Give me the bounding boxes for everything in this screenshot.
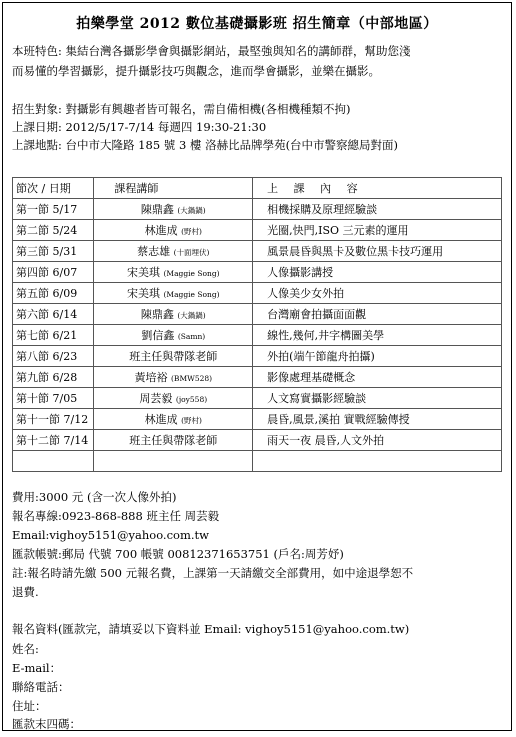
- session-cell: 第七節 6/21: [13, 325, 94, 346]
- teacher-cell: [94, 199, 253, 220]
- note-line-2: 退費.: [12, 585, 39, 599]
- content-cell: 光圈,快門,ISO 三元素的運用: [253, 220, 502, 241]
- teacher-cell: [94, 388, 253, 409]
- teacher-name: 班主任與帶隊老師: [129, 350, 218, 363]
- content-cell: 線性,幾何,井字構圖美學: [253, 325, 502, 346]
- teacher-cell: [94, 304, 253, 325]
- table-row: [13, 262, 502, 283]
- teacher-cell: [94, 262, 253, 283]
- teacher-alias: (野村): [181, 227, 202, 236]
- table-row: [13, 304, 502, 325]
- class-venue: 上課地點: 台中市大隆路 185 號 3 樓 洛赫比品牌學苑(台中市警察總局對面): [12, 138, 399, 152]
- teacher-cell: [94, 451, 253, 472]
- session-cell: 第八節 6/23: [13, 346, 94, 367]
- teacher-cell: [94, 325, 253, 346]
- session-cell: 第三節 5/31: [13, 241, 94, 262]
- header-content: 上 課 內 容: [253, 178, 502, 199]
- teacher-alias: (joy558): [175, 395, 208, 404]
- intro-line-1: 本班特色: 集結台灣各攝影學會與攝影網站，最堅強與知名的講師群，幫助您淺: [12, 44, 411, 58]
- field-name-label: 姓名:: [12, 642, 39, 656]
- table-row: [13, 241, 502, 262]
- field-phone-label: 聯絡電話：: [12, 680, 70, 694]
- class-dates: 上課日期: 2012/5/17-7/14 每週四 19:30-21:30: [12, 120, 267, 134]
- teacher-name: 林進成: [144, 413, 178, 426]
- content-cell: 相機採購及原理經驗談: [253, 199, 502, 220]
- note-line-1: 註:報名時請先繳 500 元報名費，上課第一天請繳交全部費用，如中途退學恕不: [12, 566, 414, 580]
- teacher-alias: (Maggie Song): [163, 290, 220, 299]
- content-cell: 影像處理基礎概念: [253, 367, 502, 388]
- teacher-name: 陳鼎鑫: [140, 308, 174, 321]
- teacher-alias: (Maggie Song): [163, 269, 220, 278]
- content-cell: 人文寫實攝影經驗談: [253, 388, 502, 409]
- teacher-alias: (十面埋伏): [173, 248, 210, 257]
- session-cell: 第九節 6/28: [13, 367, 94, 388]
- bank-account: 匯款帳號:郵局 代號 700 帳號 00812371653751 (戶名:周芳妤): [12, 547, 344, 561]
- table-row: [13, 388, 502, 409]
- content-cell: [253, 451, 502, 472]
- content-cell: 風景晨昏與黑卡及數位黑卡技巧運用: [253, 241, 502, 262]
- table-row: [13, 409, 502, 430]
- teacher-cell: [94, 241, 253, 262]
- session-cell: 第十節 7/05: [13, 388, 94, 409]
- session-cell: 第四節 6/07: [13, 262, 94, 283]
- content-cell: 晨昏,風景,溪拍 實戰經驗傳授: [253, 409, 502, 430]
- table-row: [13, 346, 502, 367]
- contact-phone: 報名專線:0923-868-888 班主任 周芸毅: [12, 509, 220, 523]
- teacher-alias: (Samn): [177, 332, 206, 341]
- content-cell: 人像攝影講授: [253, 262, 502, 283]
- teacher-alias: (大鍋鍋): [177, 206, 206, 215]
- content-cell: 雨天一夜 晨昏,人文外拍: [253, 430, 502, 451]
- session-cell: 第六節 6/14: [13, 304, 94, 325]
- intro-line-2: 而易懂的學習攝影，提升攝影技巧與觀念，進而學會攝影，並樂在攝影。: [12, 64, 380, 78]
- registration-title: 報名資料(匯款完，請填妥以下資料並 Email: vighoy5151@yahoo.com.tw): [12, 622, 410, 636]
- teacher-cell: [94, 220, 253, 241]
- session-cell: 第二節 5/24: [13, 220, 94, 241]
- table-row: [13, 283, 502, 304]
- teacher-name: 班主任與帶隊老師: [129, 434, 218, 447]
- session-cell: 第一節 5/17: [13, 199, 94, 220]
- table-row: [13, 367, 502, 388]
- session-cell: [13, 451, 94, 472]
- recruit-target: 招生對象: 對攝影有興趣者皆可報名，需自備相機(各相機種類不拘): [12, 102, 351, 116]
- document-page: [2, 2, 512, 731]
- schedule-table: [12, 177, 502, 472]
- session-cell: 第十二節 7/14: [13, 430, 94, 451]
- teacher-alias: (BMW528): [171, 374, 213, 383]
- table-row: [13, 325, 502, 346]
- field-email-label: E-mail：: [12, 661, 62, 675]
- header-session: 節次 / 日期: [13, 178, 94, 199]
- table-row: [13, 199, 502, 220]
- teacher-name: 林進成: [144, 224, 178, 237]
- teacher-alias: (大鍋鍋): [177, 311, 206, 320]
- session-cell: 第十一節 7/12: [13, 409, 94, 430]
- teacher-alias: (野村): [181, 416, 202, 425]
- field-address-label: 住址：: [12, 699, 47, 713]
- teacher-name: 劉信鑫: [141, 329, 175, 342]
- contact-email: Email:vighoy5151@yahoo.com.tw: [12, 528, 209, 542]
- session-cell: 第五節 6/09: [13, 283, 94, 304]
- content-cell: 人像美少女外拍: [253, 283, 502, 304]
- table-row: [13, 220, 502, 241]
- page-title: 拍樂學堂 2012 數位基礎攝影班 招生簡章（中部地區）: [76, 16, 438, 32]
- teacher-name: 宋美琪: [126, 266, 160, 279]
- content-cell: 台灣廟會拍攝面面觀: [253, 304, 502, 325]
- teacher-cell: [94, 367, 253, 388]
- teacher-cell: [94, 346, 253, 367]
- teacher-cell: [94, 283, 253, 304]
- content-cell: 外拍(端午節龍舟拍攝): [253, 346, 502, 367]
- teacher-cell: [94, 409, 253, 430]
- teacher-cell: [94, 430, 253, 451]
- teacher-name: 蔡志雄: [137, 245, 171, 258]
- teacher-name: 周芸毅: [139, 392, 173, 405]
- field-transfer-code-label: 匯款末四碼：: [12, 717, 81, 731]
- table-row: [13, 430, 502, 451]
- teacher-name: 黃培裕: [134, 371, 168, 384]
- header-teacher: 課程講師: [94, 178, 253, 199]
- table-row: [13, 451, 502, 472]
- teacher-name: 宋美琪: [126, 287, 160, 300]
- teacher-name: 陳鼎鑫: [140, 203, 174, 216]
- fee-info: 費用:3000 元 (含一次人像外拍): [12, 490, 177, 504]
- schedule-header-row: [13, 178, 502, 199]
